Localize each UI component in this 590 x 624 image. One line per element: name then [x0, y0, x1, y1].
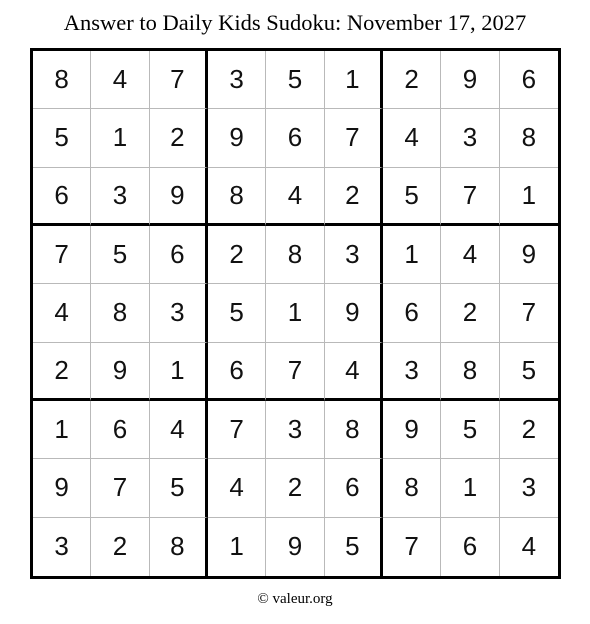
sudoku-cell: 2 [383, 51, 441, 109]
sudoku-cell: 1 [500, 168, 558, 226]
sudoku-cell: 6 [383, 284, 441, 342]
sudoku-cell: 8 [325, 401, 383, 459]
sudoku-cell: 6 [150, 226, 208, 284]
sudoku-cell: 3 [500, 459, 558, 517]
sudoku-cell: 4 [208, 459, 266, 517]
sudoku-cell: 1 [150, 343, 208, 401]
sudoku-cell: 6 [91, 401, 149, 459]
puzzle-title: Answer to Daily Kids Sudoku: November 17, 2027 [63, 10, 527, 35]
sudoku-cell: 2 [150, 109, 208, 167]
sudoku-cell: 3 [33, 518, 91, 576]
sudoku-cell: 8 [266, 226, 324, 284]
sudoku-cell: 4 [150, 401, 208, 459]
sudoku-cell: 1 [33, 401, 91, 459]
sudoku-cell: 5 [150, 459, 208, 517]
sudoku-cell: 3 [266, 401, 324, 459]
sudoku-cell: 8 [150, 518, 208, 576]
sudoku-cell: 7 [266, 343, 324, 401]
sudoku-cell: 9 [91, 343, 149, 401]
sudoku-cell: 1 [266, 284, 324, 342]
sudoku-cell: 4 [441, 226, 499, 284]
sudoku-cell: 4 [33, 284, 91, 342]
sudoku-cell: 3 [383, 343, 441, 401]
sudoku-cell: 6 [325, 459, 383, 517]
sudoku-cell: 7 [500, 284, 558, 342]
sudoku-cell: 3 [150, 284, 208, 342]
sudoku-cell: 5 [383, 168, 441, 226]
sudoku-cell: 5 [325, 518, 383, 576]
sudoku-cell: 8 [208, 168, 266, 226]
sudoku-cell: 4 [383, 109, 441, 167]
sudoku-cell: 1 [383, 226, 441, 284]
sudoku-cell: 1 [441, 459, 499, 517]
sudoku-cell: 9 [208, 109, 266, 167]
sudoku-cell: 7 [441, 168, 499, 226]
sudoku-cell: 5 [266, 51, 324, 109]
sudoku-cell: 8 [91, 284, 149, 342]
sudoku-cell: 7 [33, 226, 91, 284]
sudoku-cell: 3 [441, 109, 499, 167]
sudoku-cell: 4 [521, 531, 537, 562]
sudoku-cell: 2 [91, 518, 149, 576]
sudoku-cell: 2 [208, 226, 266, 284]
sudoku-cell: 7 [383, 518, 441, 576]
sudoku-cell: 2 [325, 168, 383, 226]
sudoku-cell: 8 [383, 459, 441, 517]
sudoku-cell: 6 [441, 518, 499, 576]
sudoku-cell: 9 [33, 459, 91, 517]
sudoku-cell: 2 [500, 401, 558, 459]
sudoku-cell: 7 [325, 109, 383, 167]
sudoku-cell: 2 [33, 343, 91, 401]
sudoku-cell: 9 [500, 226, 558, 284]
sudoku-cell: 5 [208, 284, 266, 342]
sudoku-cell: 9 [150, 168, 208, 226]
sudoku-cell: 7 [208, 401, 266, 459]
sudoku-cell: 9 [441, 51, 499, 109]
sudoku-cell: 1 [325, 51, 383, 109]
sudoku-cell: 4 [91, 51, 149, 109]
sudoku-cell: 1 [208, 518, 266, 576]
sudoku-cell: 4 [266, 168, 324, 226]
sudoku-cell: 1 [91, 109, 149, 167]
sudoku-cell: 2 [441, 284, 499, 342]
sudoku-cell: 5 [33, 109, 91, 167]
sudoku-cell: 2 [266, 459, 324, 517]
sudoku-cell: 8 [441, 343, 499, 401]
sudoku-cell: 6 [266, 109, 324, 167]
sudoku-cell: 9 [266, 518, 324, 576]
copyright-footer: © valeur.org [257, 591, 333, 607]
sudoku-cell: 3 [208, 51, 266, 109]
sudoku-cell: 5 [441, 401, 499, 459]
sudoku-cell: 5 [91, 226, 149, 284]
sudoku-cell: 5 [500, 343, 558, 401]
sudoku-cell: 3 [91, 168, 149, 226]
sudoku-cell: 4 [325, 343, 383, 401]
sudoku-cell: 8 [500, 109, 558, 167]
sudoku-cell: 8 [33, 51, 91, 109]
sudoku-cell: 6 [33, 168, 91, 226]
sudoku-board [30, 48, 561, 579]
sudoku-cell: 7 [150, 51, 208, 109]
sudoku-cell: 9 [383, 401, 441, 459]
sudoku-cell: 6 [208, 343, 266, 401]
sudoku-cell: 3 [325, 226, 383, 284]
sudoku-cell: 9 [325, 284, 383, 342]
sudoku-cell: 6 [500, 51, 558, 109]
sudoku-cell: 7 [91, 459, 149, 517]
